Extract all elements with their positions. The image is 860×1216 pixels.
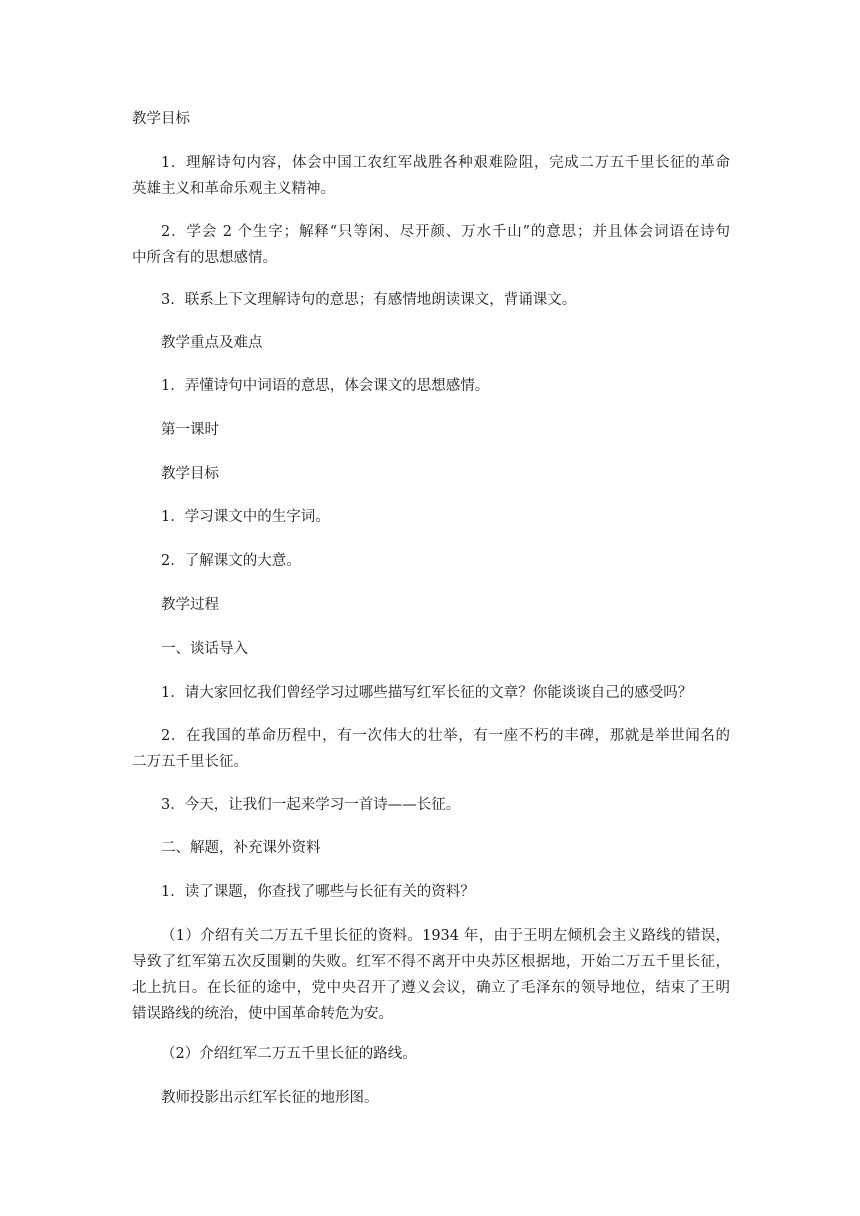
key-point-1: 1．弄懂诗句中词语的意思，体会课文的思想感情。 bbox=[161, 378, 490, 394]
section-1-title: 一、谈话导入 bbox=[161, 641, 248, 657]
section-1-item-1: 1．请大家回忆我们曾经学习过哪些描写红军长征的文章？你能谈谈自己的感受吗？ bbox=[161, 685, 693, 701]
section-2-title: 二、解题，补充课外资料 bbox=[161, 840, 321, 856]
heading-teaching-objectives: 教学目标 bbox=[132, 111, 190, 127]
section-1-item-2-line-2: 二万五千里长征。 bbox=[132, 754, 248, 770]
sub-item-1 bbox=[132, 923, 730, 1027]
section-1-item-3: 3．今天，让我们一起来学习一首诗——长征。 bbox=[161, 797, 461, 813]
objective-1-line-1: 1．理解诗句内容，体会中国工农红军战胜各种艰难险阻，完成二万五千里长征的革命 bbox=[161, 155, 730, 171]
objective-2 bbox=[132, 219, 730, 271]
sub-item-1-line-1: （1）介绍有关二万五千里长征的资料。1934 年，由于王明左倾机会主义路线的错误， bbox=[161, 928, 730, 944]
heading-lesson-1: 第一课时 bbox=[161, 422, 219, 438]
section-1-item-2-line-1: 2．在我国的革命历程中，有一次伟大的壮举，有一座不朽的丰碑，那就是举世闻名的 bbox=[161, 728, 730, 744]
objective-2-line-2: 中所含有的思想感情。 bbox=[132, 250, 277, 266]
teacher-note: 教师投影出示红军长征的地形图。 bbox=[161, 1090, 379, 1106]
heading-teaching-process: 教学过程 bbox=[161, 597, 219, 613]
lesson-objective-1: 1．学习课文中的生字词。 bbox=[161, 509, 330, 525]
objective-1 bbox=[132, 150, 730, 202]
heading-key-points: 教学重点及难点 bbox=[161, 335, 263, 351]
objective-3: 3．联系上下文理解诗句的意思；有感情地朗读课文，背诵课文。 bbox=[161, 292, 577, 308]
sub-item-2: （2）介绍红军二万五千里长征的路线。 bbox=[161, 1046, 417, 1062]
lesson-objective-2: 2．了解课文的大意。 bbox=[161, 553, 301, 569]
objective-1-line-2: 英雄主义和革命乐观主义精神。 bbox=[132, 181, 335, 197]
heading-lesson-objectives: 教学目标 bbox=[161, 466, 219, 482]
objective-2-line-1: 2．学会 2 个生字；解释“只等闲、尽开颜、万水千山”的意思；并且体会词语在诗句 bbox=[161, 224, 730, 240]
sub-item-1-line-3: 北上抗日。在长征的途中，党中央召开了遵义会议，确立了毛泽东的领导地位，结束了王明 bbox=[132, 980, 730, 996]
section-1-item-2 bbox=[132, 723, 730, 775]
section-2-item-1: 1．读了课题，你查找了哪些与长征有关的资料？ bbox=[161, 884, 475, 900]
sub-item-1-line-2: 导致了红军第五次反围剿的失败。红军不得不离开中央苏区根据地，开始二万五千里长征， bbox=[132, 954, 730, 970]
sub-item-1-line-4: 错误路线的统治，使中国革命转危为安。 bbox=[132, 1006, 393, 1022]
